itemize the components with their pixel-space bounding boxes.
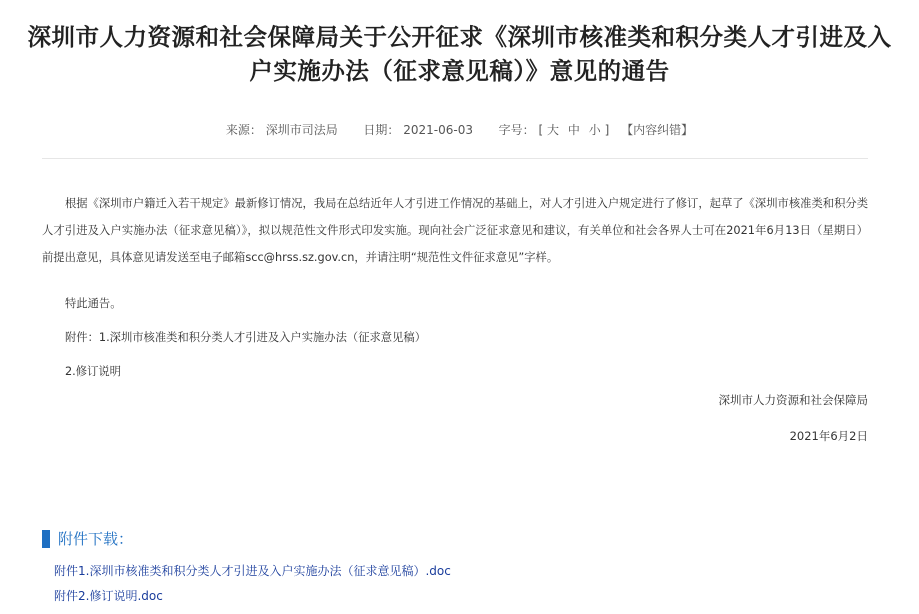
source-label: 来源： <box>225 123 262 137</box>
font-size-medium-button[interactable]: 中 <box>567 123 580 137</box>
download-link-attachment-2[interactable]: 附件2.修订说明.doc <box>54 589 163 603</box>
meta-divider <box>42 158 868 159</box>
font-size-bracket-close: ] <box>604 123 610 137</box>
date-label: 日期： <box>363 123 400 137</box>
article-title: 深圳市人力资源和社会保障局关于公开征求《深圳市核准类和积分类人才引进及入户实施办法（征求意见稿）》意见的通告 <box>27 23 892 85</box>
font-size-bracket-open: [ <box>538 123 544 137</box>
downloads-marker-icon <box>42 530 50 548</box>
list-item <box>54 585 451 610</box>
content-correction-link[interactable]: 【内容纠错】 <box>621 123 694 137</box>
download-link-attachment-1[interactable]: 附件1.深圳市核准类和积分类人才引进及入户实施办法（征求意见稿）.doc <box>54 564 451 578</box>
article-meta <box>0 121 919 138</box>
body-paragraph-main: 根据《深圳市户籍迁入若干规定》最新修订情况，我局在总结近年人才引进工作情况的基础上，对人才引进入户规定进行了修订，起草了《深圳市核准类和积分类人才引进及入户实施办法（征求意见稿）》，拟以规范性文件形式印发实施。现向社会广泛征求意见和建议，有关单位和社会各界人士可在2021年6月13日（星期日）前提出意见，具体意见请发送至电子邮箱scc@hrss.sz.gov.cn，并请注明“规范性文件征求意见”字样。 <box>42 197 868 264</box>
body-paragraph-notice: 特此通告。 <box>65 297 122 310</box>
signer: 深圳市人力资源和社会保障局 <box>718 393 868 407</box>
downloads-header <box>42 528 133 549</box>
sign-date: 2021年6月2日 <box>789 429 868 443</box>
source-value: 深圳市司法局 <box>265 123 338 137</box>
body-paragraph-attachment-2: 2.修订说明 <box>65 365 121 378</box>
date-value: 2021-06-03 <box>403 123 474 137</box>
downloads-title: 附件下载： <box>58 530 134 548</box>
downloads-list <box>54 560 451 610</box>
body-paragraph-attachment-1: 附件：1.深圳市核准类和积分类人才引进及入户实施办法（征求意见稿） <box>65 331 426 344</box>
font-size-small-button[interactable]: 小 <box>588 123 601 137</box>
font-size-label: 字号： <box>498 123 535 137</box>
font-size-large-button[interactable]: 大 <box>547 123 560 137</box>
list-item <box>54 560 451 585</box>
